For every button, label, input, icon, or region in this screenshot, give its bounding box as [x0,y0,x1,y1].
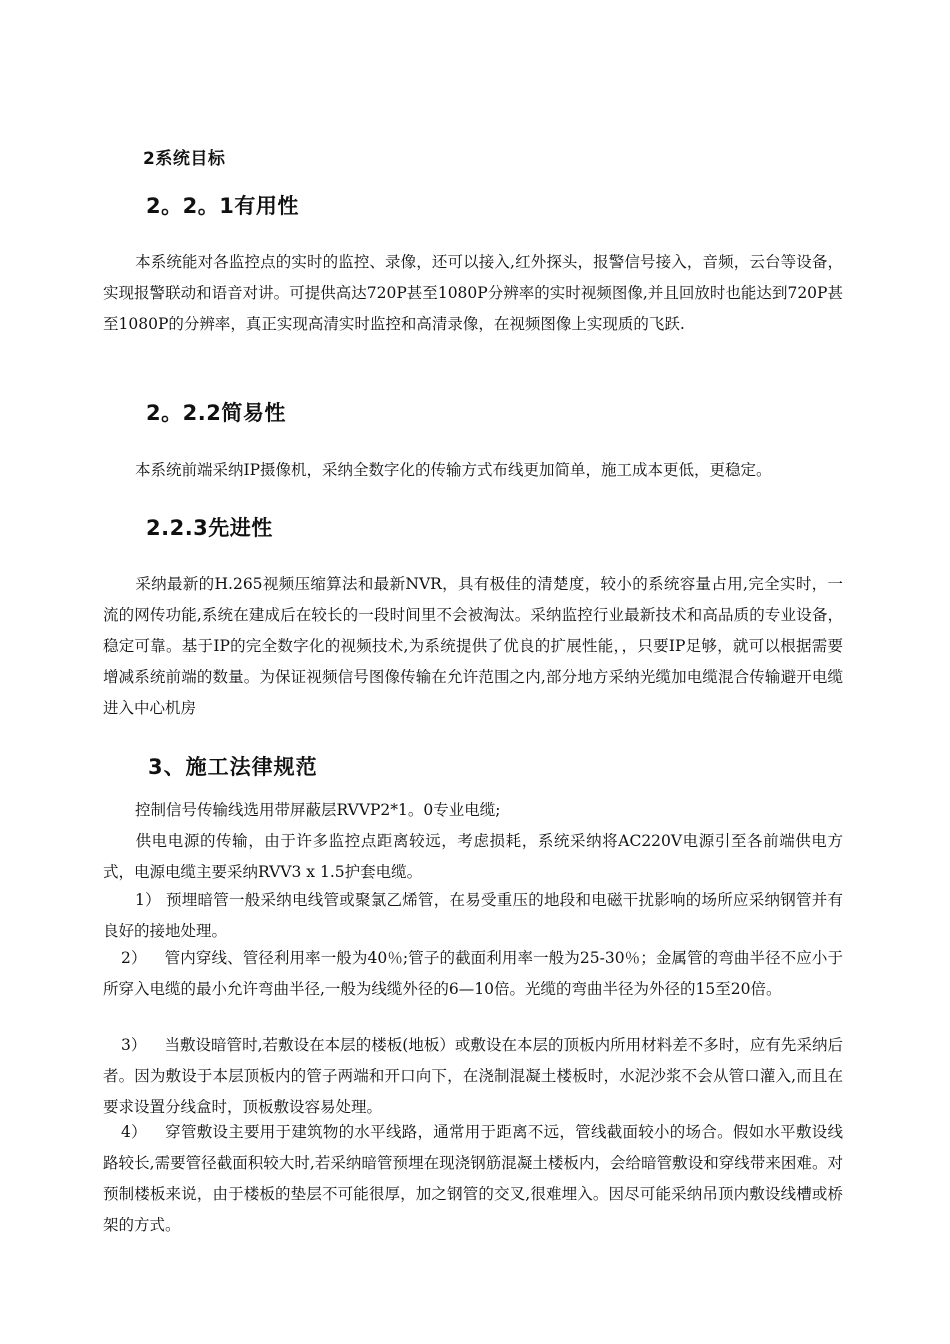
list-item-1-text: 预埋暗管一般采纳电线管或聚氯乙烯管，在易受重压的地段和电磁干扰影响的场所应采纳钢管并有良好的接地处理。 [103,891,843,940]
paragraph-simplicity-text: 本系统前端采纳IP摄像机，采纳全数字化的传输方式布线更加简单，施工成本更低，更稳定。 [135,461,772,479]
paragraph-advanced-text: 采纳最新的H.265视频压缩算法和最新NVR，具有极佳的清楚度，较小的系统容量占用,完全实时，一流的网传功能,系统在建成后在较长的一段时间里不会被淘汰。采纳监控行业最新技术和高品质的专业设备，稳定可靠。基于IP的完全数字化的视频技术,为系统提供了优良的扩展性能，，只要IP足够，就可以根据需要增减系统前端的数量。为保证视频信号图像传输在允许范围之内,部分地方采纳光缆加电缆混合传输避开电缆进入中心机房 [103,575,843,717]
list-item-1-number: 1） [135,891,161,909]
heading-construction-standards: 3、施工法律规范 [148,755,318,779]
paragraph-power-text: 供电电源的传输，由于许多监控点距离较远，考虑损耗，系统采纳将AC220V电源引至各前端供电方式，电源电缆主要采纳RVV3 x 1.5护套电缆。 [103,832,843,881]
list-item-3-text: 当敷设暗管时,若敷设在本层的楼板(地板）或敷设在本层的顶板内所用材料差不多时，应有先采纳后者。因为敷设于本层顶板内的管子两端和开口向下，在浇制混凝土楼板时，水泥沙浆不会从管口灌入,而且在要求设置分线盒时，顶板敷设容易处理。 [103,1036,843,1116]
paragraph-usefulness [103,247,843,340]
heading-advanced: 2.2.3先进性 [146,516,273,540]
list-item-4-text: 穿管敷设主要用于建筑物的水平线路，通常用于距离不远，管线截面较小的场合。假如水平敷设线路较长,需要管径截面积较大时,若采纳暗管预埋在现浇钢筋混凝土楼板内，会给暗管敷设和穿线带来困难。对预制楼板来说，由于楼板的垫层不可能很厚，加之钢管的交叉,很难埋入。因尽可能采纳吊顶内敷设线槽或桥架的方式。 [103,1123,843,1234]
list-item-2-text: 管内穿线、管径利用率一般为40％;管子的截面利用率一般为25-30％；金属管的弯曲半径不应小于所穿入电缆的最小允许弯曲半径,一般为线缆外径的6—10倍。光缆的弯曲半径为外径的15至20倍。 [103,949,843,998]
list-item-1 [103,885,843,947]
list-item-4-number: 4） [121,1123,147,1141]
paragraph-control-line-text: 控制信号传输线选用带屏蔽层RVVP2*1。0专业电缆; [135,801,501,819]
heading-usefulness: 2。2。1有用性 [146,194,299,218]
section-2-title: 2系统目标 [143,149,226,169]
paragraph-advanced [103,569,843,724]
paragraph-control-line [103,795,843,826]
list-item-3-number: 3） [121,1036,147,1054]
list-item-2-number: 2） [121,949,147,967]
heading-simplicity: 2。2.2简易性 [146,401,286,425]
paragraph-power [103,826,843,888]
list-item-4 [103,1117,843,1241]
paragraph-usefulness-text: 本系统能对各监控点的实时的监控、录像，还可以接入,红外探头，报警信号接入，音频，云台等设备，实现报警联动和语音对讲。可提供高达720P甚至1080P分辨率的实时视频图像,并且回放时也能达到720P甚至1080P的分辨率，真正实现高清实时监控和高清录像，在视频图像上实现质的飞跃. [103,253,843,333]
list-item-2 [103,943,843,1005]
list-item-3 [103,1030,843,1123]
paragraph-simplicity [103,455,843,486]
